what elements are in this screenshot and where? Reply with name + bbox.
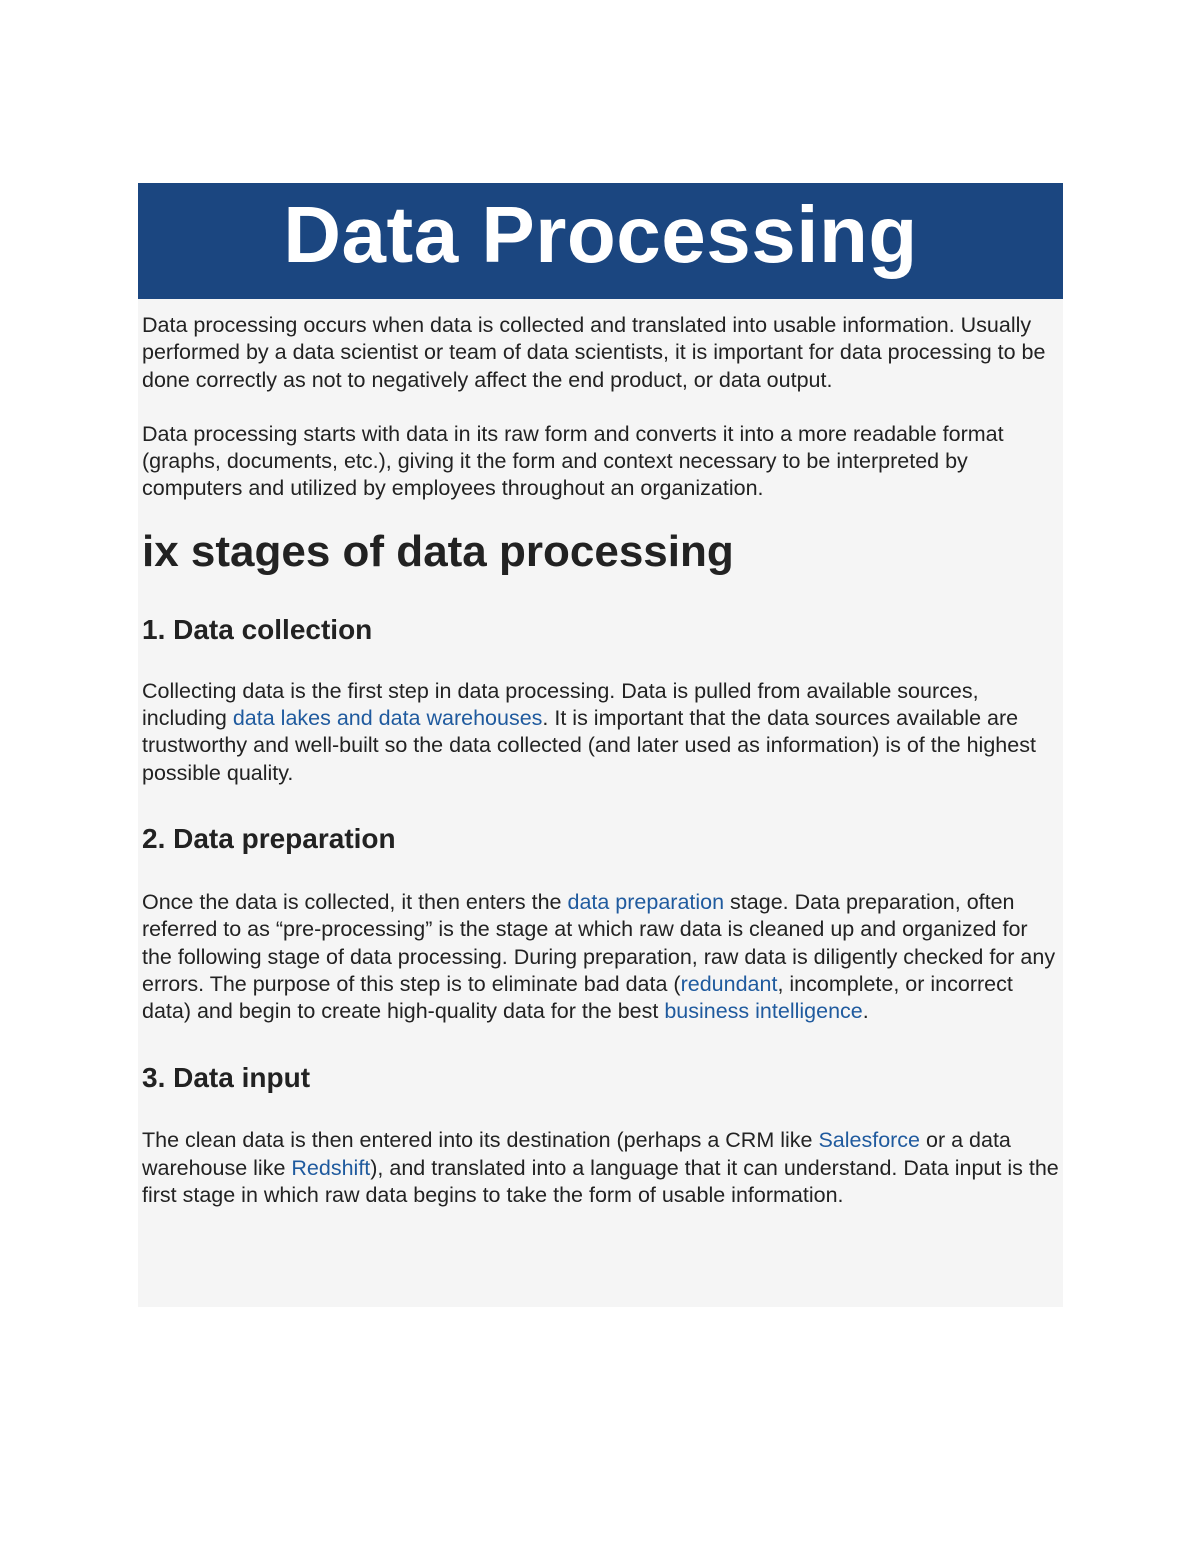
- stage-2-text-a: Once the data is collected, it then enters the: [142, 889, 568, 914]
- redshift-link[interactable]: Redshift: [291, 1155, 371, 1180]
- stage-1-text-b: . It is important that the data sources available are trustworthy and well-built so the data collected (and later used as information) is of the highest possible quality.: [142, 706, 1036, 785]
- stages-heading: ix stages of data processing: [142, 526, 734, 576]
- stage-2-text-b: stage. Data preparation, often referred to as “pre-processing” is the stage at which raw data is cleaned up and organized for the following stage of data processing. During preparation, raw data is diligently checked for any errors. The purpose of this step is to eliminate bad data (: [142, 889, 1056, 996]
- salesforce-link[interactable]: Salesforce: [818, 1128, 921, 1153]
- stage-3-text-c: ), and translated into a language that it can understand. Data input is the first stage in which raw data begins to take the form of usable information.: [142, 1155, 1059, 1208]
- data-preparation-link[interactable]: data preparation: [567, 889, 725, 914]
- title-banner: [138, 183, 1063, 299]
- stage-2-paragraph: [142, 889, 1059, 1025]
- stage-3-text-b: or a data warehouse like: [142, 1128, 1011, 1180]
- stage-3-text-a: The clean data is then entered into its destination (perhaps a CRM like: [142, 1128, 819, 1153]
- stage-1-paragraph: [142, 678, 1059, 787]
- stage-3-heading: 3. Data input: [142, 1062, 311, 1094]
- stage-2-text-d: .: [862, 999, 869, 1024]
- stage-3-paragraph: [142, 1127, 1059, 1209]
- redundant-link[interactable]: redundant: [680, 971, 778, 996]
- data-lakes-link[interactable]: data lakes and data warehouses: [232, 706, 543, 731]
- intro-paragraph-2: Data processing starts with data in its raw form and converts it into a more readable format (graphs, documents, etc.), giving it the form and context necessary to be interpreted by computers and utilized by employees throughout an organization.: [142, 421, 1004, 501]
- stage-2-text-c: , incomplete, or incorrect data) and begin to create high-quality data for the best: [142, 971, 1013, 1024]
- business-intelligence-link[interactable]: business intelligence: [664, 999, 863, 1024]
- stage-1-heading: 1. Data collection: [142, 613, 373, 645]
- document-title: Data Processing: [283, 190, 918, 279]
- document-page: [138, 183, 1063, 1307]
- stage-1-text-a: Collecting data is the first step in data processing. Data is pulled from available sources, including: [142, 678, 979, 731]
- intro-paragraph-1: Data processing occurs when data is collected and translated into usable information. Usually performed by a data scientist or team of data scientists, it is important for data processing to be done correctly as not to negatively affect the end product, or data output.: [142, 313, 1046, 392]
- document-body: [138, 312, 1063, 1209]
- stage-2-heading: 2. Data preparation: [142, 822, 396, 854]
